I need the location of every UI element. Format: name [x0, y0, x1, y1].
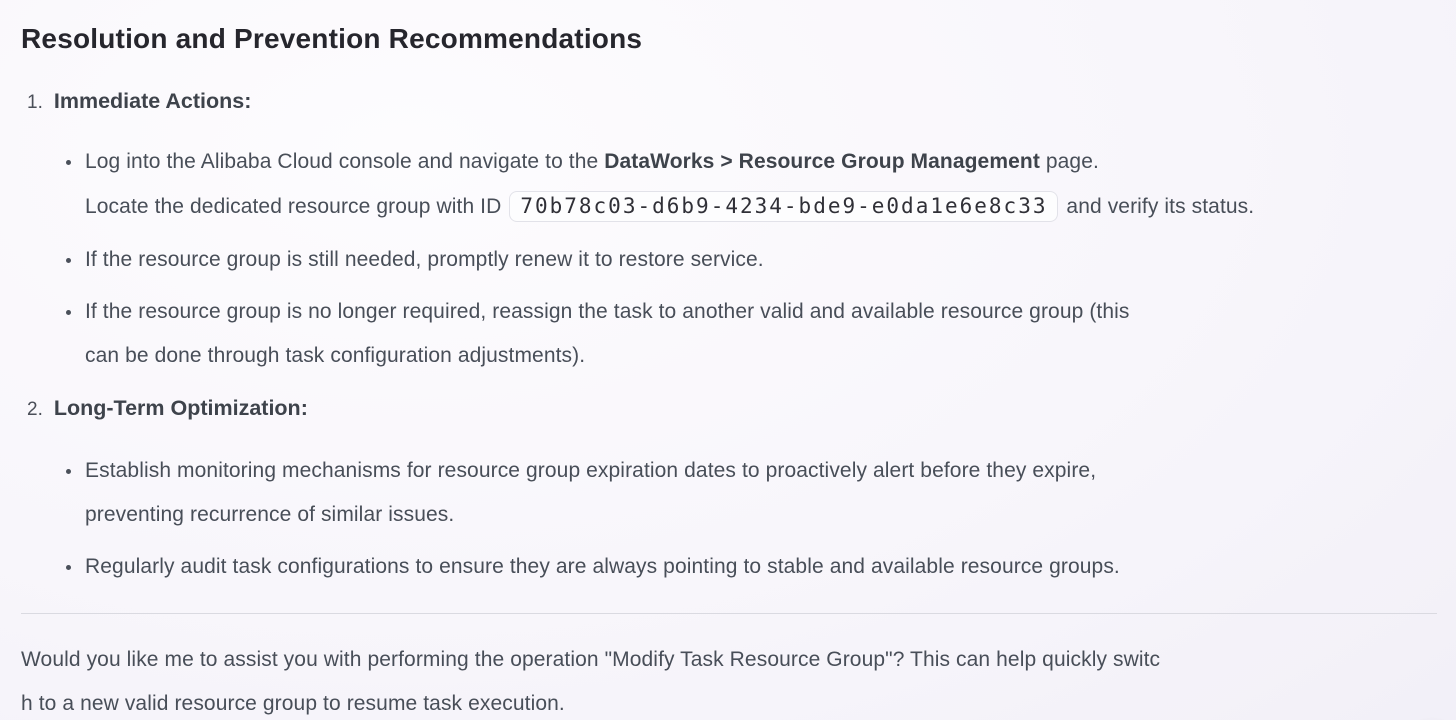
text-line: Would you like me to assist you with performing the operation "Modify Task Resource Group"? This can help quickly switc	[21, 648, 1161, 671]
text-segment: Log into the Alibaba Cloud console and navigate to the	[85, 150, 605, 173]
bullet-text	[85, 449, 1456, 537]
text-line: can be done through task configuration adjustments).	[85, 344, 586, 367]
resource-group-id-code: 70b78c03-d6b9-4234-bde9-e0da1e6e8c33	[509, 191, 1058, 222]
item-number: 2.	[27, 399, 43, 420]
bullet-text	[85, 290, 1456, 378]
bullet-dot	[66, 469, 71, 474]
numbered-item-2	[27, 386, 1456, 433]
bullet-item	[66, 449, 1456, 537]
text-line	[85, 184, 1456, 229]
text-line: h to a new valid resource group to resume task execution.	[21, 692, 565, 715]
bullet-text	[85, 140, 1456, 229]
item-title-long-term-optimization: Long-Term Optimization:	[53, 396, 308, 420]
bullet-dot	[66, 258, 71, 263]
text-line: If the resource group is still needed, promptly renew it to restore service.	[85, 248, 764, 271]
bullet-item	[66, 140, 1456, 229]
text-line: preventing recurrence of similar issues.	[85, 503, 455, 526]
item-title-immediate-actions: Immediate Actions:	[53, 89, 252, 113]
bullet-dot	[66, 160, 71, 165]
bold-text: DataWorks > Resource Group Management	[604, 150, 1040, 173]
page-title: Resolution and Prevention Recommendations	[21, 23, 643, 54]
bullet-item	[66, 238, 1456, 282]
bullet-item	[66, 290, 1456, 378]
text-segment: and verify its status.	[1060, 195, 1255, 218]
text-line: Establish monitoring mechanisms for resource group expiration dates to proactively alert before they expire,	[85, 459, 1097, 482]
text-line: Regularly audit task configurations to ensure they are always pointing to stable and available resource groups.	[85, 555, 1120, 578]
message-divider	[21, 613, 1437, 614]
assistant-message	[0, 21, 1456, 720]
bullet-text	[85, 238, 1456, 282]
followup-question	[21, 638, 1456, 720]
text-segment: Locate the dedicated resource group with ID	[85, 195, 508, 218]
item-number: 1.	[27, 92, 43, 113]
bullet-dot	[66, 310, 71, 315]
numbered-item-1	[27, 79, 1456, 126]
bullet-item	[66, 545, 1456, 589]
bullet-text	[85, 545, 1456, 589]
bullet-dot	[66, 565, 71, 570]
text-line: If the resource group is no longer required, reassign the task to another valid and available resource group (this	[85, 300, 1130, 323]
text-line	[85, 140, 1456, 184]
text-segment: page.	[1039, 150, 1099, 173]
